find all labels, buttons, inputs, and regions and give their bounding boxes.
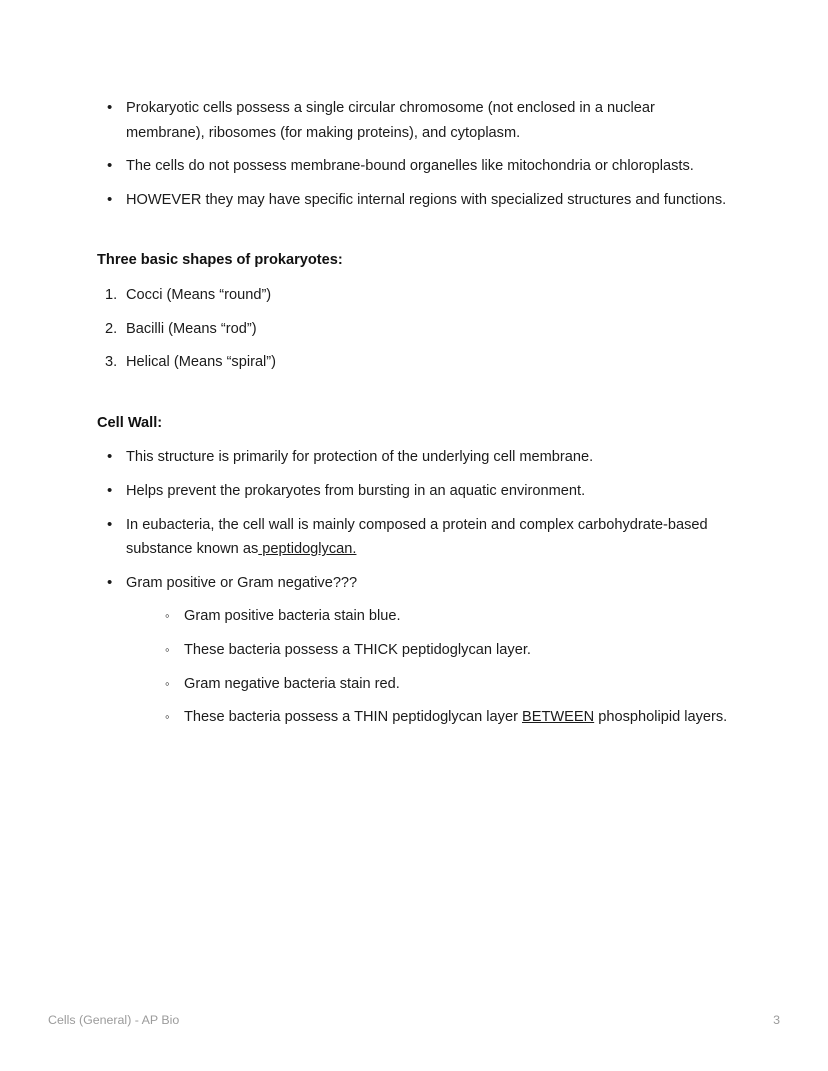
list-item xyxy=(97,188,733,213)
list-item xyxy=(97,96,733,145)
bullet-icon: • xyxy=(107,481,113,499)
list-item-text-before: These bacteria possess a THIN peptidoglycan layer xyxy=(184,709,522,726)
list-item-text: The cells do not possess membrane-bound organelles like mitochondria or chloroplasts. xyxy=(126,158,694,175)
hollow-bullet-icon: ◦ xyxy=(165,641,170,657)
intro-bullet-list xyxy=(97,96,733,212)
list-item-text: Bacilli (Means “rod”) xyxy=(126,320,257,337)
list-item-text: Gram positive bacteria stain blue. xyxy=(184,608,401,625)
section-heading-shapes: Three basic shapes of prokaryotes: xyxy=(97,252,343,269)
bullet-icon: • xyxy=(107,515,113,533)
list-item-text: Cocci (Means “round”) xyxy=(126,286,272,303)
list-item-text: HOWEVER they may have specific internal regions with specialized structures and functions. xyxy=(126,191,727,208)
list-item-text: This structure is primarily for protection of the underlying cell membrane. xyxy=(126,449,594,466)
underlined-term-peptidoglycan: peptidoglycan. xyxy=(258,541,357,558)
list-item-text: Helps prevent the prokaryotes from bursting in an aquatic environment. xyxy=(126,482,586,499)
spacer xyxy=(97,212,733,248)
spacer xyxy=(97,375,733,411)
page-content xyxy=(97,96,733,739)
list-item xyxy=(155,672,733,697)
page-number: 3 xyxy=(773,1013,780,1027)
list-item xyxy=(155,638,733,663)
hollow-bullet-icon: ◦ xyxy=(165,608,170,624)
list-item-text-after: phospholipid layers. xyxy=(594,709,728,726)
hollow-bullet-icon: ◦ xyxy=(165,709,170,725)
list-item-text: Prokaryotic cells possess a single circular chromosome (not enclosed in a nuclear membrane), ribosomes (for making proteins), and cytoplasm. xyxy=(126,100,655,141)
list-number: 3. xyxy=(105,354,118,371)
list-item xyxy=(97,479,733,504)
list-item xyxy=(155,604,733,629)
underlined-term-between: BETWEEN xyxy=(522,709,595,726)
bullet-icon: • xyxy=(107,99,113,116)
page-footer xyxy=(48,1010,780,1030)
list-item xyxy=(97,513,733,562)
list-item xyxy=(97,350,733,375)
list-item-text: Helical (Means “spiral”) xyxy=(126,354,277,371)
hollow-bullet-icon: ◦ xyxy=(165,675,170,691)
spacer xyxy=(97,273,733,283)
list-item xyxy=(97,283,733,308)
list-number: 2. xyxy=(105,320,118,337)
list-item xyxy=(97,571,733,730)
bullet-icon: • xyxy=(107,573,113,591)
list-number: 1. xyxy=(105,286,118,303)
cell-wall-bullet-list xyxy=(97,445,733,729)
bullet-icon: • xyxy=(107,448,113,466)
list-item-text: These bacteria possess a THICK peptidoglycan layer. xyxy=(184,641,531,658)
bullet-icon: • xyxy=(107,157,113,175)
gram-sub-bullet-list xyxy=(155,604,733,729)
section-heading-cell-wall: Cell Wall: xyxy=(97,414,163,431)
bullet-icon: • xyxy=(107,190,113,208)
footer-title: Cells (General) - AP Bio xyxy=(48,1013,180,1027)
list-item xyxy=(97,445,733,470)
list-item-text: Gram negative bacteria stain red. xyxy=(184,675,400,692)
list-item-text xyxy=(184,709,727,725)
spacer xyxy=(97,435,733,445)
list-item-text: Gram positive or Gram negative??? xyxy=(126,574,358,591)
list-item-text xyxy=(126,517,708,558)
list-item xyxy=(97,154,733,179)
shapes-numbered-list xyxy=(97,283,733,375)
list-item-text-plain: In eubacteria, the cell wall is mainly composed a protein and complex carbohydrate-based substance known as xyxy=(126,516,708,558)
list-item xyxy=(155,705,733,730)
list-item xyxy=(97,317,733,342)
